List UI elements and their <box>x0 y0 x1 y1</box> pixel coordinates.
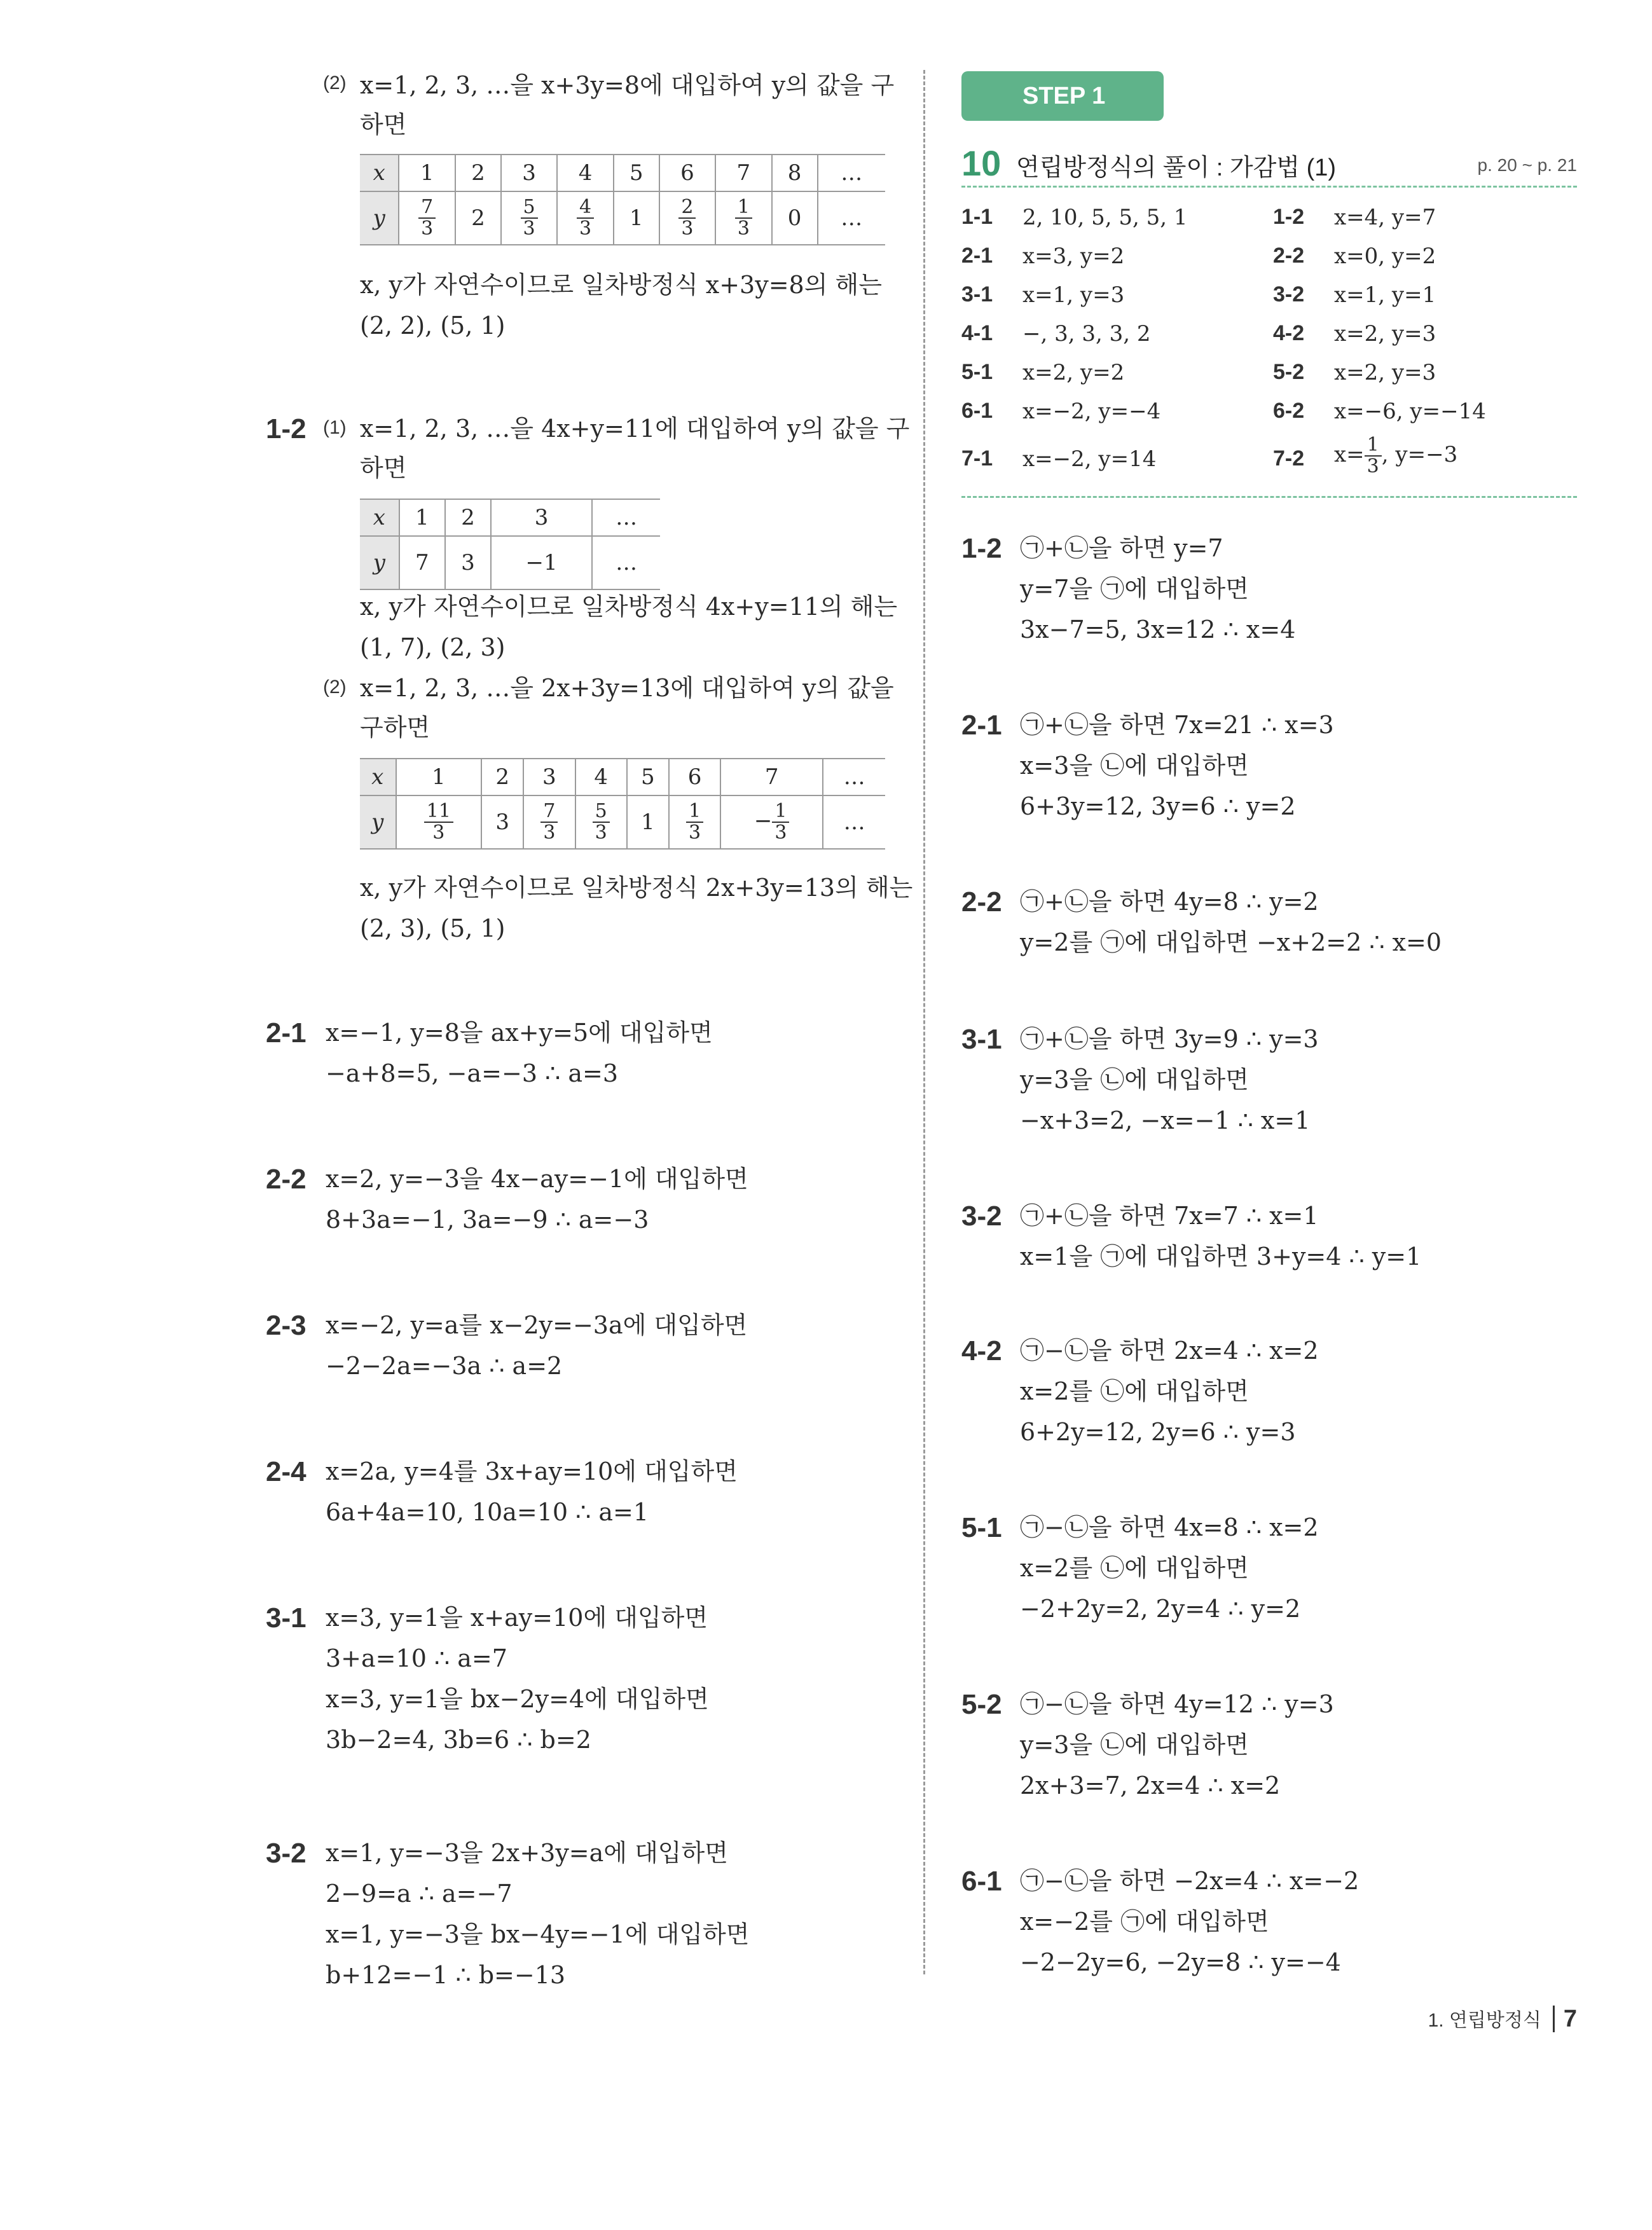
fraction-denominator: 3 <box>523 217 535 240</box>
table-header-x: x <box>360 759 396 795</box>
table-cell <box>575 795 627 849</box>
table-cell <box>669 795 720 849</box>
fraction-numerator: 11 <box>424 801 453 823</box>
text-line: x=2를 ㉡에 대입하면 <box>1020 1554 1249 1582</box>
sub-label: (2) <box>323 72 347 93</box>
table-cell: 2 <box>445 499 491 536</box>
fraction-denominator: 3 <box>595 822 607 844</box>
text-line: ㉠+㉡을 하면 7x=7 ∴ x=1 <box>1020 1202 1319 1230</box>
text-line: x=−2를 ㉠에 대입하면 <box>1020 1908 1269 1936</box>
text-line: x=1을 ㉠에 대입하면 3+y=4 ∴ y=1 <box>1020 1242 1422 1270</box>
fraction-numerator: 5 <box>521 197 538 219</box>
section-number: 10 <box>961 143 1002 183</box>
fraction-denominator: 3 <box>432 822 445 844</box>
fraction <box>418 197 436 239</box>
text-line: 6a+4a=10, 10a=10 ∴ a=1 <box>326 1498 649 1526</box>
text-line: 하면 <box>360 454 407 482</box>
table-cell <box>399 191 455 245</box>
fraction-denominator: 3 <box>681 217 694 240</box>
problem-number: 2-4 <box>266 1456 306 1487</box>
table-cell: … <box>592 499 660 536</box>
problem-number: 3-2 <box>266 1838 306 1869</box>
text-line: 3+a=10 ∴ a=7 <box>326 1644 507 1672</box>
text-line: x=3, y=1을 bx−2y=4에 대입하면 <box>326 1685 709 1713</box>
answer-value: x=4, y=7 <box>1334 205 1436 230</box>
text-line: y=3을 ㉡에 대입하면 <box>1020 1731 1249 1759</box>
table-cell: 7 <box>720 759 823 795</box>
problem-number: 2-2 <box>266 1164 306 1195</box>
solution-number: 2-2 <box>961 886 1002 918</box>
answer-label: 7-2 <box>1273 446 1305 471</box>
table-cell: 1 <box>614 191 659 245</box>
section-pages: p. 20 ~ p. 21 <box>1477 155 1577 175</box>
text-line: 6+2y=12, 2y=6 ∴ y=3 <box>1020 1418 1296 1446</box>
text-line: 3x−7=5, 3x=12 ∴ x=4 <box>1020 616 1296 644</box>
text-line: b+12=−1 ∴ b=−13 <box>326 1961 566 1989</box>
value-table <box>360 758 885 850</box>
text-line: 8+3a=−1, 3a=−9 ∴ a=−3 <box>326 1206 649 1234</box>
answer-value: x=3, y=2 <box>1022 244 1125 269</box>
fraction-numerator: 1 <box>735 197 752 219</box>
text-line: 6+3y=12, 3y=6 ∴ y=2 <box>1020 792 1296 820</box>
answer-value: x=2, y=3 <box>1334 321 1436 347</box>
answer-label: 7-1 <box>961 446 993 471</box>
fraction-numerator: 5 <box>593 801 610 823</box>
problem-number: 2-3 <box>266 1310 306 1341</box>
text-line: x=1, y=−3을 bx−4y=−1에 대입하면 <box>326 1920 750 1948</box>
table-cell <box>715 191 771 245</box>
answer-label: 3-2 <box>1273 282 1305 306</box>
fraction <box>424 801 453 843</box>
text-line: x, y가 자연수이므로 일차방정식 2x+3y=13의 해는 <box>360 874 913 902</box>
text-line: y=2를 ㉠에 대입하면 −x+2=2 ∴ x=0 <box>1020 928 1442 956</box>
table-cell: 4 <box>575 759 627 795</box>
table-cell: 3 <box>523 759 575 795</box>
text-line: ㉠−㉡을 하면 4y=12 ∴ y=3 <box>1020 1690 1334 1718</box>
table-cell <box>557 191 613 245</box>
table-row-y <box>360 191 885 245</box>
answer-value: −, 3, 3, 3, 2 <box>1022 321 1151 347</box>
text-line: (1, 7), (2, 3) <box>360 633 506 661</box>
step-badge: STEP 1 <box>961 71 1164 121</box>
text-line: −2−2a=−3a ∴ a=2 <box>326 1352 563 1380</box>
value-table <box>360 154 885 245</box>
table-row-x <box>360 155 885 191</box>
answer-suffix: , y=−3 <box>1381 442 1458 467</box>
text-line: ㉠−㉡을 하면 2x=4 ∴ x=2 <box>1020 1337 1319 1365</box>
fraction <box>521 197 538 239</box>
text-line: x=1, y=−3을 2x+3y=a에 대입하면 <box>326 1839 728 1867</box>
table-cell: 6 <box>659 155 715 191</box>
solution-number: 3-1 <box>961 1024 1002 1055</box>
column-divider <box>923 70 925 1974</box>
answer-value: x=0, y=2 <box>1334 244 1436 269</box>
fraction <box>735 197 752 239</box>
fraction-denominator: 3 <box>774 822 787 844</box>
table-cell <box>396 795 482 849</box>
solution-number: 6-1 <box>961 1866 1002 1897</box>
table-header-x: x <box>360 155 399 191</box>
fraction <box>577 197 594 239</box>
text-line: −2−2y=6, −2y=8 ∴ y=−4 <box>1020 1948 1341 1976</box>
table-row-x <box>360 759 885 795</box>
text-line: x=2, y=−3을 4x−ay=−1에 대입하면 <box>326 1165 748 1193</box>
table-row-y <box>360 536 660 589</box>
text-line: ㉠+㉡을 하면 4y=8 ∴ y=2 <box>1020 888 1319 916</box>
text-line: x=−2, y=a를 x−2y=−3a에 대입하면 <box>326 1311 748 1339</box>
table-cell: … <box>823 759 885 795</box>
table-cell: 3 <box>491 499 592 536</box>
text-line: −2+2y=2, 2y=4 ∴ y=2 <box>1020 1595 1301 1623</box>
text-line: y=3을 ㉡에 대입하면 <box>1020 1066 1249 1094</box>
table-cell: 7 <box>715 155 771 191</box>
solution-number: 5-1 <box>961 1512 1002 1543</box>
answer-label: 2-1 <box>961 244 993 268</box>
answer-label: 3-1 <box>961 282 993 306</box>
table-cell: 5 <box>627 759 669 795</box>
fraction <box>678 197 696 239</box>
text-line: ㉠−㉡을 하면 4x=8 ∴ x=2 <box>1020 1513 1319 1541</box>
solution-number: 4-2 <box>961 1335 1002 1366</box>
table-header-y: y <box>360 191 399 245</box>
table-cell <box>659 191 715 245</box>
table-cell: 3 <box>445 536 491 589</box>
table-cell: 6 <box>669 759 720 795</box>
table-cell: 3 <box>481 795 523 849</box>
answer-value: x=−6, y=−14 <box>1334 399 1486 424</box>
answer-box-bottom-rule <box>961 496 1577 498</box>
table-cell: 1 <box>627 795 669 849</box>
text-line: x=1, 2, 3, …을 4x+y=11에 대입하여 y의 값을 구 <box>360 415 910 443</box>
table-cell: −1 <box>491 536 592 589</box>
solution-number: 5-2 <box>961 1689 1002 1720</box>
table-cell: 2 <box>481 759 523 795</box>
answer-value: x=−2, y=14 <box>1022 446 1157 472</box>
table-cell <box>523 795 575 849</box>
page-footer <box>1428 2004 1577 2033</box>
table-cell: 0 <box>772 191 818 245</box>
text-line: x=2a, y=4를 3x+ay=10에 대입하면 <box>326 1457 738 1485</box>
table-cell: 5 <box>614 155 659 191</box>
table-cell: … <box>592 536 660 589</box>
table-cell: 2 <box>455 191 501 245</box>
table-header-y: y <box>360 536 399 589</box>
text-line: x=1, 2, 3, …을 2x+3y=13에 대입하여 y의 값을 <box>360 674 894 702</box>
table-cell: 4 <box>557 155 613 191</box>
fraction <box>686 801 703 843</box>
table-header-y: y <box>360 795 396 849</box>
value-table <box>360 499 660 590</box>
text-line: ㉠+㉡을 하면 7x=21 ∴ x=3 <box>1020 711 1334 739</box>
text-line: −a+8=5, −a=−3 ∴ a=3 <box>326 1059 619 1087</box>
text-line: 하면 <box>360 111 407 139</box>
fraction-denominator: 3 <box>1366 455 1379 478</box>
table-cell: 1 <box>399 499 445 536</box>
text-line: x, y가 자연수이므로 일차방정식 4x+y=11의 해는 <box>360 593 898 621</box>
solution-number: 2-1 <box>961 710 1002 741</box>
page-number: 7 <box>1553 2006 1577 2032</box>
answer-value: x=1, y=1 <box>1334 282 1436 308</box>
answer-label: 4-1 <box>961 321 993 345</box>
text-line: 2−9=a ∴ a=−7 <box>326 1880 513 1908</box>
text-line: −x+3=2, −x=−1 ∴ x=1 <box>1020 1106 1311 1134</box>
fraction-numerator: 4 <box>577 197 594 219</box>
text-line: x, y가 자연수이므로 일차방정식 x+3y=8의 해는 <box>360 271 882 299</box>
text-line: 3b−2=4, 3b=6 ∴ b=2 <box>326 1726 591 1754</box>
solution-number: 3-2 <box>961 1201 1002 1232</box>
answer-label: 2-2 <box>1273 244 1305 268</box>
fraction-numerator: 2 <box>678 197 696 219</box>
text-line: 구하면 <box>360 713 430 741</box>
fraction-numerator: 1 <box>772 801 789 823</box>
fraction-denominator: 3 <box>579 217 592 240</box>
text-line: x=1, 2, 3, …을 x+3y=8에 대입하여 y의 값을 구 <box>360 71 895 99</box>
text-line: ㉠−㉡을 하면 −2x=4 ∴ x=−2 <box>1020 1867 1359 1895</box>
fraction-numerator: 7 <box>418 197 436 219</box>
answer-label: 6-2 <box>1273 399 1305 423</box>
fraction-numerator: 7 <box>540 801 558 823</box>
answer-label: 1-2 <box>1273 205 1305 229</box>
fraction-sign: − <box>754 808 773 834</box>
answer-prefix: x= <box>1334 442 1365 467</box>
answer-value: x=2, y=2 <box>1022 360 1125 385</box>
table-cell: 3 <box>501 155 557 191</box>
table-cell: 8 <box>772 155 818 191</box>
fraction-numerator: 1 <box>686 801 703 823</box>
answer-label: 5-2 <box>1273 360 1305 384</box>
table-cell: 1 <box>396 759 482 795</box>
solution-number: 1-2 <box>961 533 1002 564</box>
chapter-title: 1. 연립방정식 <box>1428 2010 1541 2031</box>
answer-value: x=2, y=3 <box>1334 360 1436 385</box>
fraction <box>1365 435 1382 477</box>
problem-number: 3-1 <box>266 1602 306 1634</box>
fraction-denominator: 3 <box>737 217 750 240</box>
table-cell: 2 <box>455 155 501 191</box>
text-line: x=3을 ㉡에 대입하면 <box>1020 752 1249 780</box>
answer-box-top-rule <box>961 186 1577 188</box>
table-cell: … <box>818 191 886 245</box>
text-line: (2, 2), (5, 1) <box>360 312 506 340</box>
table-cell: … <box>818 155 886 191</box>
fraction-denominator: 3 <box>421 217 434 240</box>
fraction-denominator: 3 <box>688 822 701 844</box>
answer-value <box>1334 435 1457 477</box>
fraction <box>593 801 610 843</box>
table-cell: … <box>823 795 885 849</box>
table-row-y <box>360 795 885 849</box>
answer-label: 1-1 <box>961 205 993 229</box>
answer-value: x=1, y=3 <box>1022 282 1125 308</box>
answer-value: 2, 10, 5, 5, 5, 1 <box>1022 205 1188 230</box>
fraction-numerator: 1 <box>1365 435 1382 457</box>
text-line: 2x+3=7, 2x=4 ∴ x=2 <box>1020 1772 1281 1800</box>
table-cell <box>501 191 557 245</box>
answer-label: 6-1 <box>961 399 993 423</box>
answer-value: x=−2, y=−4 <box>1022 399 1161 424</box>
problem-number: 1-2 <box>266 413 306 444</box>
text-line: (2, 3), (5, 1) <box>360 914 506 942</box>
table-cell <box>720 795 823 849</box>
text-line: x=−1, y=8을 ax+y=5에 대입하면 <box>326 1019 713 1047</box>
fraction <box>540 801 558 843</box>
table-cell: 7 <box>399 536 445 589</box>
answer-label: 5-1 <box>961 360 993 384</box>
table-cell: 1 <box>399 155 455 191</box>
table-row-x <box>360 499 660 536</box>
section-title: 연립방정식의 풀이 : 가감법 (1) <box>1016 155 1337 181</box>
text-line: ㉠+㉡을 하면 y=7 <box>1020 534 1223 562</box>
sub-label: (1) <box>323 417 347 438</box>
text-line: y=7을 ㉠에 대입하면 <box>1020 575 1249 603</box>
answer-label: 4-2 <box>1273 321 1305 345</box>
fraction <box>772 801 789 843</box>
text-line: ㉠+㉡을 하면 3y=9 ∴ y=3 <box>1020 1025 1319 1053</box>
text-line: x=3, y=1을 x+ay=10에 대입하면 <box>326 1604 708 1632</box>
fraction-denominator: 3 <box>543 822 556 844</box>
sub-label: (2) <box>323 677 347 698</box>
table-header-x: x <box>360 499 399 536</box>
text-line: x=2를 ㉡에 대입하면 <box>1020 1377 1249 1405</box>
problem-number: 2-1 <box>266 1017 306 1049</box>
